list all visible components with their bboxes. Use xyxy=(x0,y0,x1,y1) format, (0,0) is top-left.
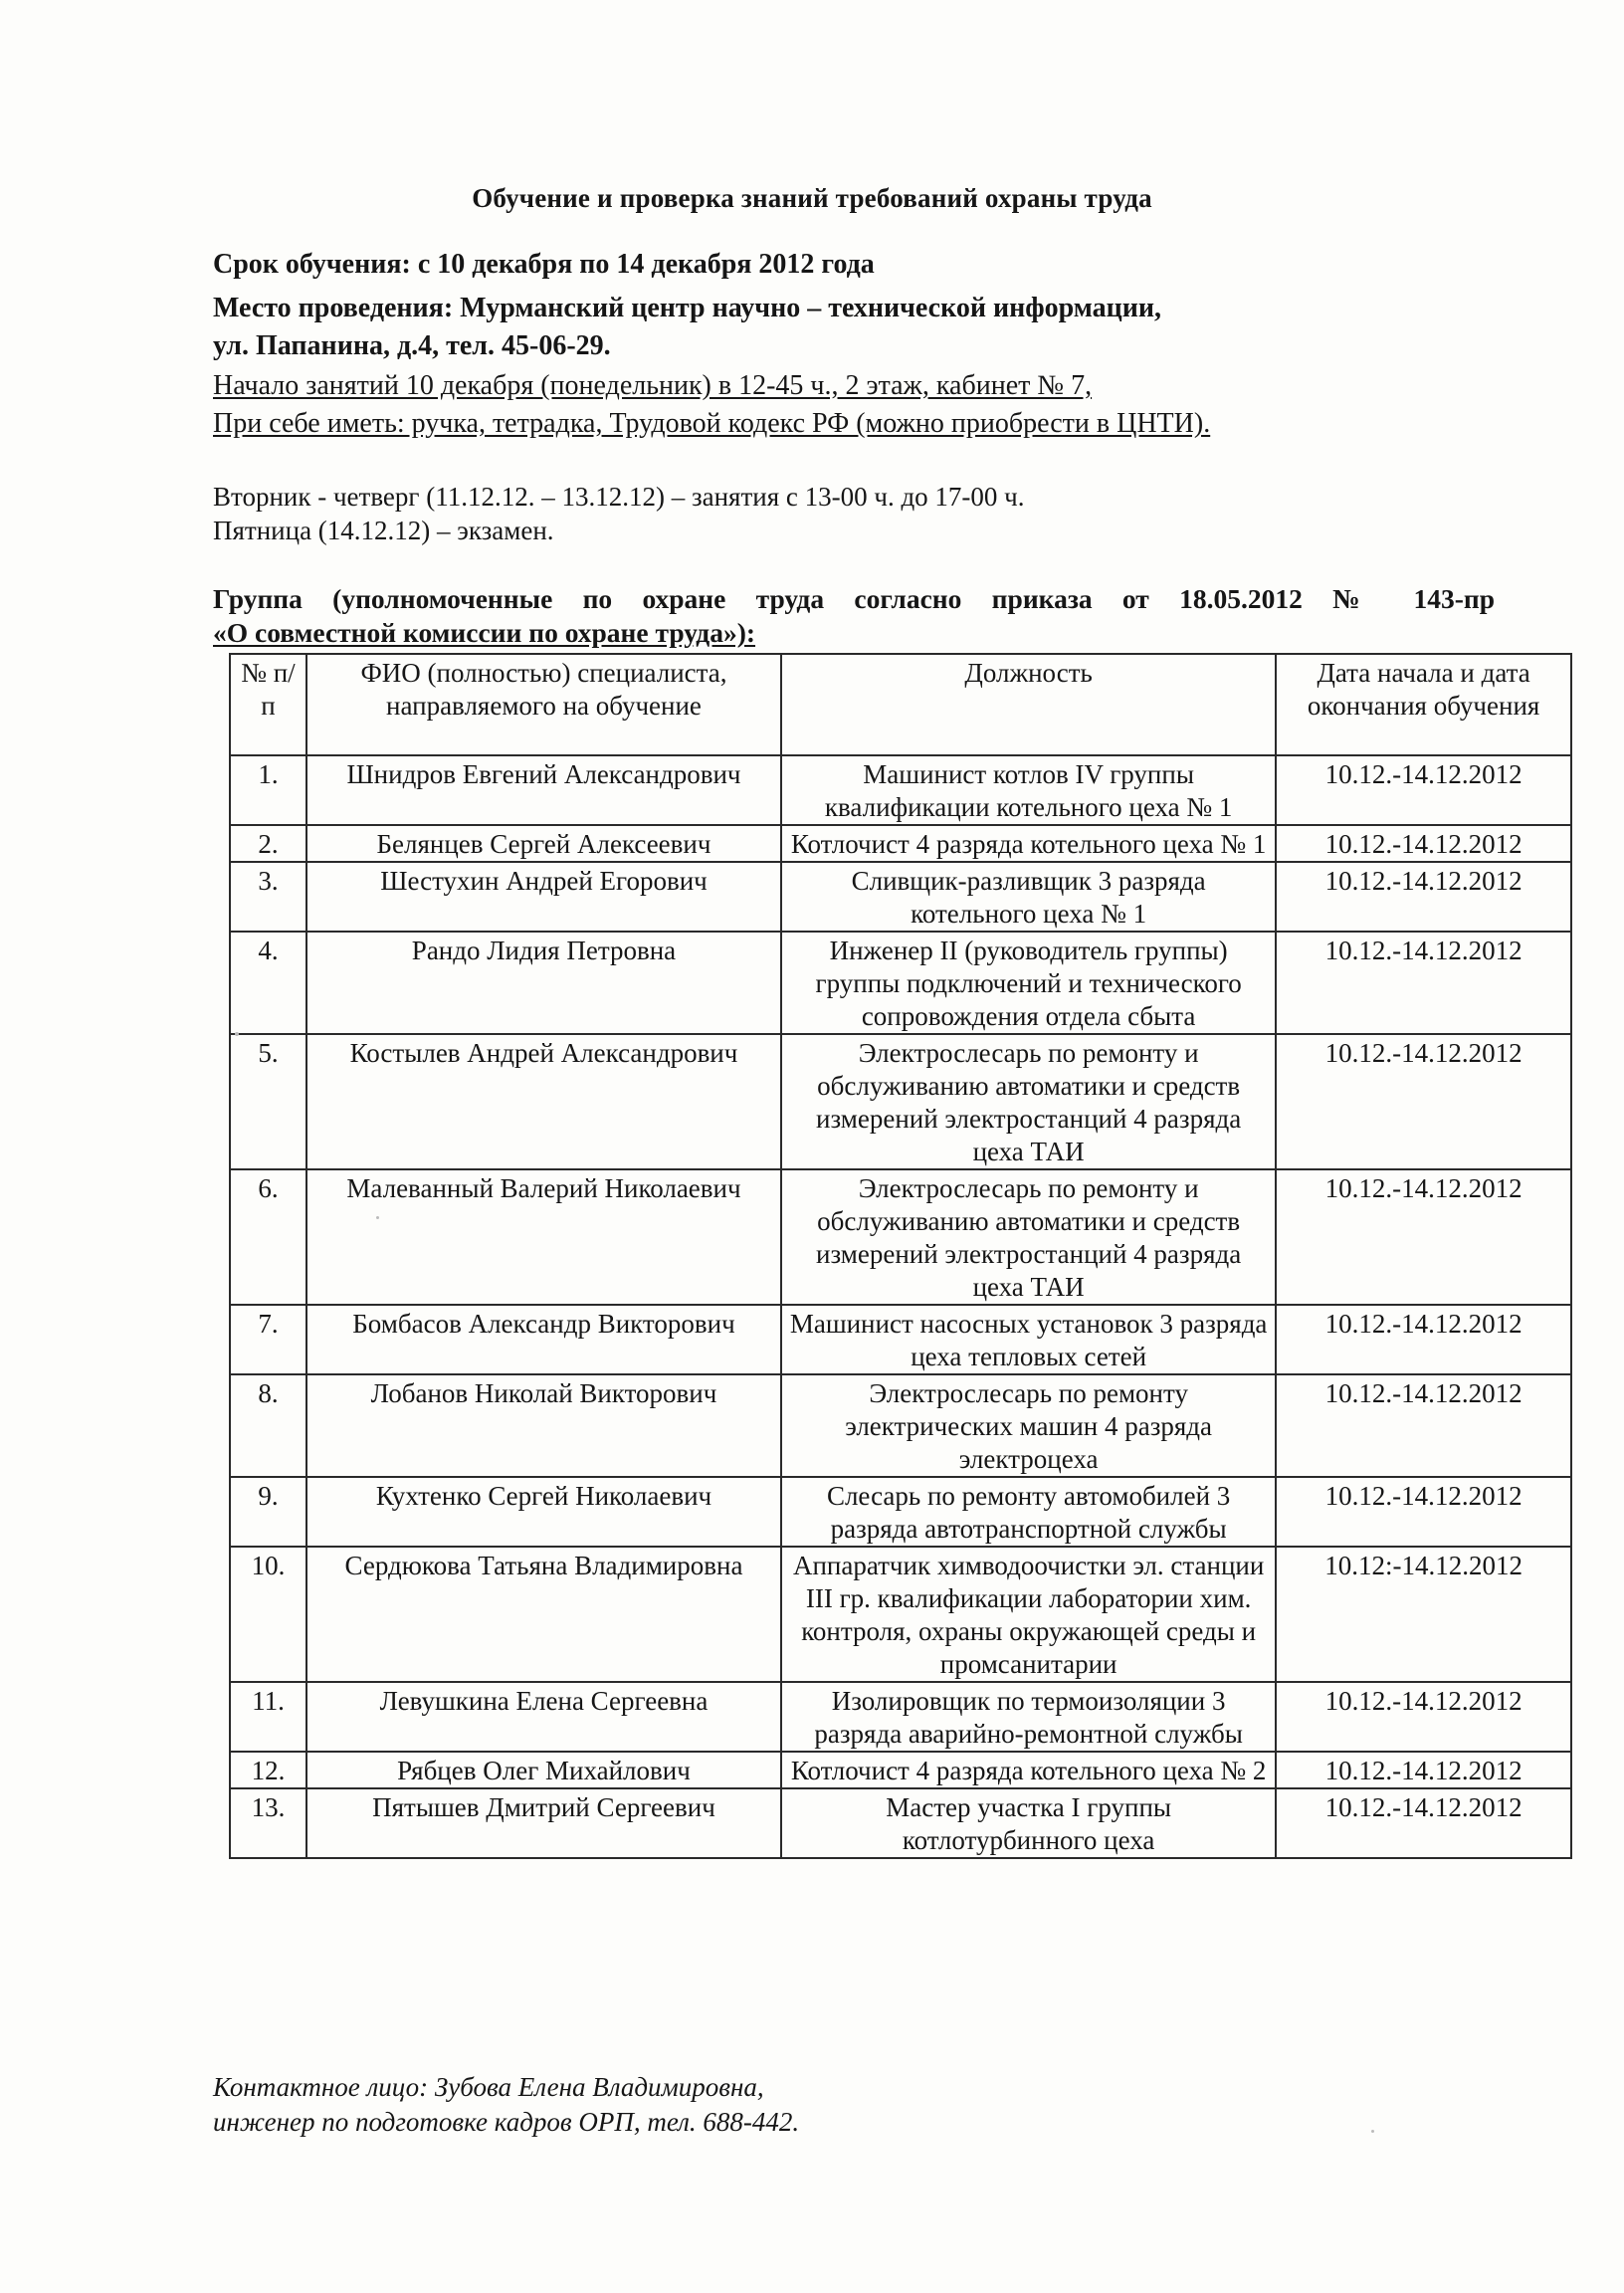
header-number: № п/п xyxy=(230,654,306,755)
row-full-name: Костылев Андрей Александрович xyxy=(306,1034,781,1169)
table-row xyxy=(230,1034,1571,1169)
row-position: Котлочист 4 разряда котельного цеха № 2 xyxy=(781,1752,1276,1788)
row-number: 13. xyxy=(230,1788,306,1858)
row-number: 4. xyxy=(230,932,306,1034)
table-row xyxy=(230,1477,1571,1547)
row-full-name: Белянцев Сергей Алексеевич xyxy=(306,825,781,862)
row-dates: 10.12.-14.12.2012 xyxy=(1276,932,1571,1034)
table-row xyxy=(230,1682,1571,1752)
table-body xyxy=(230,755,1571,1858)
header-dates: Дата начала и дата окончания обучения xyxy=(1276,654,1571,755)
row-position: Инженер II (руководитель группы) группы подключений и технического сопровождения отдела сбыта xyxy=(781,932,1276,1034)
row-position: Изолировщик по термоизоляции 3 разряда аварийно-ремонтной службы xyxy=(781,1682,1276,1752)
row-number: 10. xyxy=(230,1547,306,1682)
contact-name: Контактное лицо: Зубова Елена Владимировна, xyxy=(213,2072,764,2102)
contact-person xyxy=(213,2070,799,2140)
items-to-bring: При себе иметь: ручка, тетрадка, Трудовой кодекс РФ (можно приобрести в ЦНТИ). xyxy=(213,408,1211,439)
row-position: Машинист котлов IV группы квалификации котельного цеха № 1 xyxy=(781,755,1276,825)
row-position: Мастер участка I группы котлотурбинного цеха xyxy=(781,1788,1276,1858)
group-heading: Группа (уполномоченные по охране труда согласно приказа от 18.05.2012 № 143-пр xyxy=(213,583,1495,614)
row-number: 11. xyxy=(230,1682,306,1752)
row-dates: 10.12.-14.12.2012 xyxy=(1276,1752,1571,1788)
table-row xyxy=(230,1547,1571,1682)
table-row xyxy=(230,825,1571,862)
row-dates: 10.12.-14.12.2012 xyxy=(1276,825,1571,862)
scan-speck xyxy=(235,1032,239,1036)
table-row xyxy=(230,755,1571,825)
row-number: 12. xyxy=(230,1752,306,1788)
table-row xyxy=(230,1305,1571,1374)
table-header-row xyxy=(230,654,1571,755)
row-dates: 10.12:-14.12.2012 xyxy=(1276,1547,1571,1682)
table-row xyxy=(230,862,1571,932)
row-number: 1. xyxy=(230,755,306,825)
row-number: 7. xyxy=(230,1305,306,1374)
row-position: Машинист насосных установок 3 разряда цеха тепловых сетей xyxy=(781,1305,1276,1374)
row-number: 2. xyxy=(230,825,306,862)
row-number: 5. xyxy=(230,1034,306,1169)
row-dates: 10.12.-14.12.2012 xyxy=(1276,862,1571,932)
row-full-name: Сердюкова Татьяна Владимировна xyxy=(306,1547,781,1682)
scan-speck xyxy=(376,1216,379,1219)
row-dates: 10.12.-14.12.2012 xyxy=(1276,1305,1571,1374)
row-position: Электрослесарь по ремонту электрических машин 4 разряда электроцеха xyxy=(781,1374,1276,1477)
row-full-name: Бомбасов Александр Викторович xyxy=(306,1305,781,1374)
row-number: 3. xyxy=(230,862,306,932)
row-number: 9. xyxy=(230,1477,306,1547)
row-full-name: Малеванный Валерий Николаевич xyxy=(306,1169,781,1305)
row-number: 8. xyxy=(230,1374,306,1477)
classes-start: Начало занятий 10 декабря (понедельник) в 12-45 ч., 2 этаж, кабинет № 7, xyxy=(213,370,1093,401)
participants-table xyxy=(229,653,1572,1859)
row-position: Электрослесарь по ремонту и обслуживанию автоматики и средств измерений электростанций 4 разряда цеха ТАИ xyxy=(781,1169,1276,1305)
row-full-name: Кухтенко Сергей Николаевич xyxy=(306,1477,781,1547)
header-position: Должность xyxy=(781,654,1276,755)
row-full-name: Лобанов Николай Викторович xyxy=(306,1374,781,1477)
classes-schedule: Вторник - четверг (11.12.12. – 13.12.12) – занятия с 13-00 ч. до 17-00 ч. xyxy=(213,482,1025,512)
table-row xyxy=(230,1752,1571,1788)
training-address: ул. Папанина, д.4, тел. 45-06-29. xyxy=(213,330,611,361)
header-name: ФИО (полностью) специалиста, направляемого на обучение xyxy=(306,654,781,755)
row-dates: 10.12.-14.12.2012 xyxy=(1276,1682,1571,1752)
row-position: Котлочист 4 разряда котельного цеха № 1 xyxy=(781,825,1276,862)
row-dates: 10.12.-14.12.2012 xyxy=(1276,755,1571,825)
exam-day: Пятница (14.12.12) – экзамен. xyxy=(213,516,554,545)
row-full-name: Шестухин Андрей Егорович xyxy=(306,862,781,932)
row-dates: 10.12.-14.12.2012 xyxy=(1276,1477,1571,1547)
row-full-name: Пятышев Дмитрий Сергеевич xyxy=(306,1788,781,1858)
training-period: Срок обучения: с 10 декабря по 14 декабря 2012 года xyxy=(213,249,875,280)
row-full-name: Рябцев Олег Михайлович xyxy=(306,1752,781,1788)
row-full-name: Шнидров Евгений Александрович xyxy=(306,755,781,825)
row-position: Сливщик-разливщик 3 разряда котельного цеха № 1 xyxy=(781,862,1276,932)
table-row xyxy=(230,1374,1571,1477)
document-title: Обучение и проверка знаний требований охраны труда xyxy=(472,183,1152,213)
row-position: Электрослесарь по ремонту и обслуживанию автоматики и средств измерений электростанций 4 разряда цеха ТАИ xyxy=(781,1034,1276,1169)
row-full-name: Левушкина Елена Сергеевна xyxy=(306,1682,781,1752)
row-full-name: Рандо Лидия Петровна xyxy=(306,932,781,1034)
scan-speck xyxy=(1371,2130,1374,2133)
table-row xyxy=(230,1169,1571,1305)
row-position: Аппаратчик химводоочистки эл. станции III гр. квалификации лаборатории хим. контроля, охраны окружающей среды и промсанитарии xyxy=(781,1547,1276,1682)
row-dates: 10.12.-14.12.2012 xyxy=(1276,1788,1571,1858)
contact-details: инженер по подготовке кадров ОРП, тел. 688-442. xyxy=(213,2107,800,2137)
table-row xyxy=(230,932,1571,1034)
group-heading-order: «О совместной комиссии по охране труда»): xyxy=(213,617,756,648)
row-number: 6. xyxy=(230,1169,306,1305)
training-place: Место проведения: Мурманский центр научно – технической информации, xyxy=(213,293,1162,323)
table-row xyxy=(230,1788,1571,1858)
row-position: Слесарь по ремонту автомобилей 3 разряда автотранспортной службы xyxy=(781,1477,1276,1547)
row-dates: 10.12.-14.12.2012 xyxy=(1276,1034,1571,1169)
row-dates: 10.12.-14.12.2012 xyxy=(1276,1169,1571,1305)
row-dates: 10.12.-14.12.2012 xyxy=(1276,1374,1571,1477)
